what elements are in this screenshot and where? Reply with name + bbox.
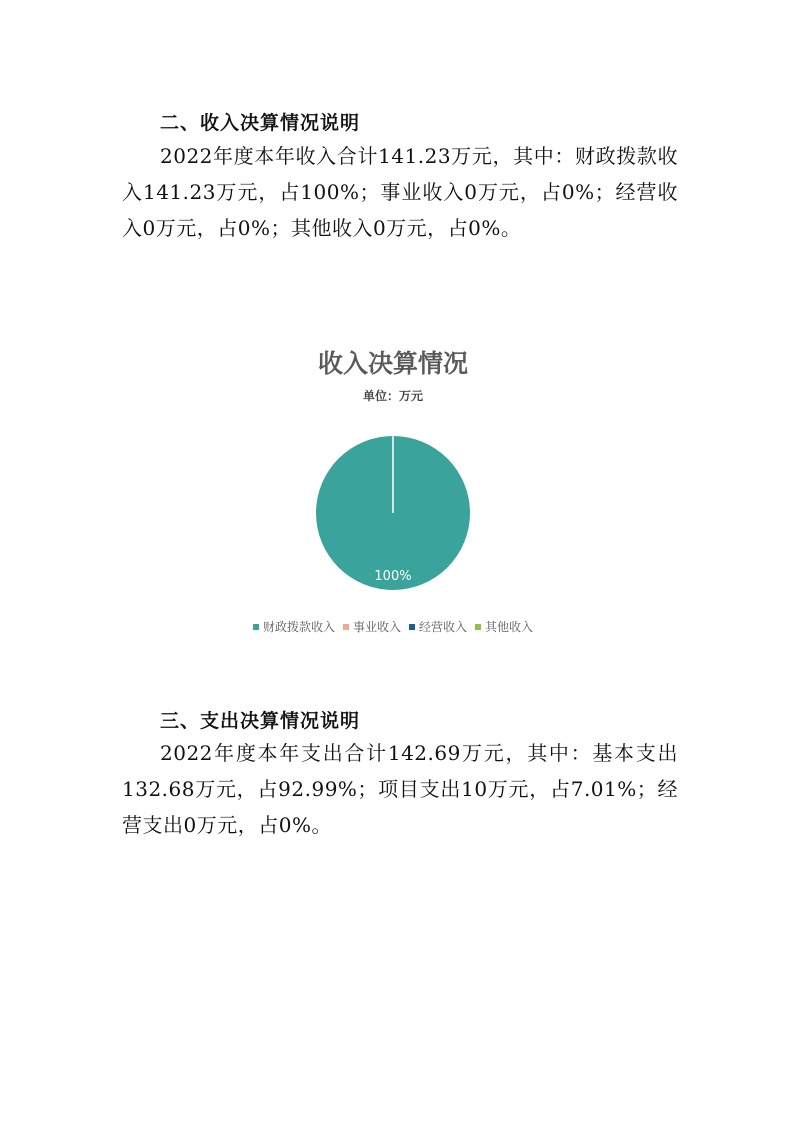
legend-label: 财政拨款收入 — [263, 620, 336, 634]
section-3-heading: 三、支出决算情况说明 — [160, 710, 361, 732]
legend-label: 经营收入 — [419, 620, 468, 634]
income-pie-chart — [200, 330, 600, 650]
legend-swatch — [343, 624, 349, 630]
chart-legend — [253, 619, 533, 634]
legend-swatch — [409, 624, 415, 630]
legend-item-1 — [253, 619, 335, 634]
legend-swatch — [253, 624, 259, 630]
legend-label: 事业收入 — [353, 620, 402, 634]
section-2-paragraph: 2022年度本年收入合计141.23万元，其中：财政拨款收入141.23万元，占100%；事业收入0万元，占0%；经营收入0万元，占0%；其他收入0万元，占0%。 — [122, 144, 678, 240]
legend-swatch — [475, 624, 481, 630]
section-2-heading: 二、收入决算情况说明 — [160, 112, 361, 134]
pie-data-labels — [374, 569, 411, 584]
chart-subtitle: 单位：万元 — [362, 389, 424, 403]
legend-item-4 — [475, 619, 533, 634]
chart-title: 收入决算情况 — [317, 349, 469, 378]
data-label-1: 100% — [374, 569, 412, 584]
legend-item-3 — [409, 619, 467, 634]
pie-slices — [316, 436, 470, 590]
section-3-paragraph: 2022年度本年支出合计142.69万元，其中：基本支出132.68万元，占92.99%；项目支出10万元，占7.01%；经营支出0万元，占0%。 — [122, 741, 678, 837]
legend-item-2 — [343, 619, 401, 634]
legend-label: 其他收入 — [485, 620, 534, 634]
